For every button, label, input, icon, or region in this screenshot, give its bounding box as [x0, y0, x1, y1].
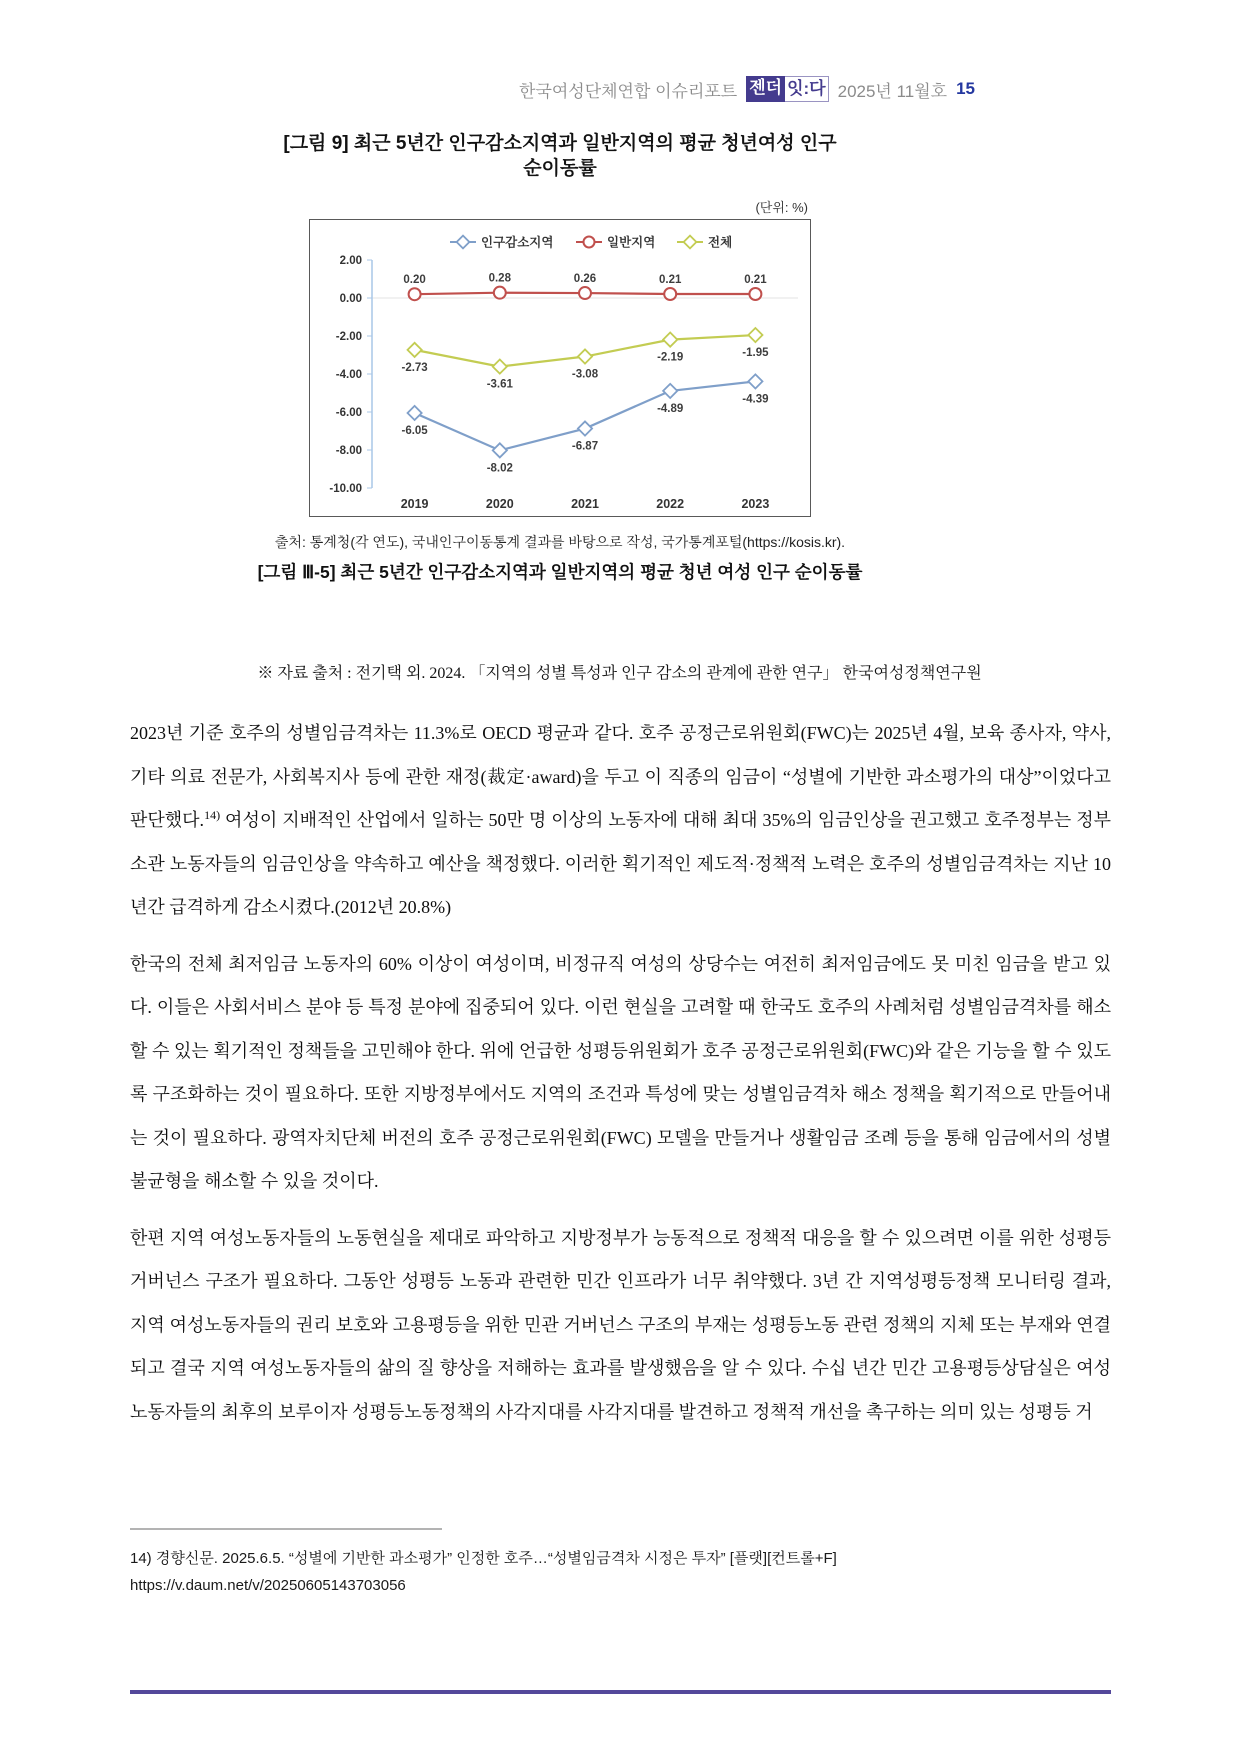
- genderitda-logo: [746, 76, 828, 102]
- paragraph-1-continued: 여성이 지배적인 산업에서 일하는 50만 명 이상의 노동자에 대해 최대 35%의 임금인상을 권고했고 호주정부는 정부 소관 노동자들의 임금인상을 약속하고 예산을 책정했다. 이러한 획기적인 제도적·정책적 노력은 호주의 성별임금격차는 지난 10년간 급격하게 감소시켰다.(2012년 20.8%): [130, 810, 1111, 917]
- svg-text:-4.00: -4.00: [335, 369, 362, 381]
- svg-text:0.20: 0.20: [403, 274, 426, 287]
- data-source-note: ※ 자료 출처 : 전기택 외. 2024. 「지역의 성별 특성과 인구 감소의 관계에 관한 연구」 한국여성정책연구원: [257, 665, 982, 682]
- svg-text:일반지역: 일반지역: [607, 235, 656, 250]
- figure-title-line1: [그림 9] 최근 5년간 인구감소지역과 일반지역의 평균 청년여성 인구: [283, 133, 837, 154]
- line-chart-svg: [310, 220, 810, 516]
- svg-text:-6.87: -6.87: [571, 440, 599, 453]
- paragraph-2: 한국의 전체 최저임금 노동자의 60% 이상이 여성이며, 비정규직 여성의 상당수는 여전히 최저임금에도 못 미친 임금을 받고 있다. 이들은 사회서비스 분야 등 특정 분야에 집중되어 있다. 이런 현실을 고려할 때 한국도 호주의 사례처럼 성별임금격차를 해소할 수 있는 획기적인 정책들을 고민해야 한다. 위에 언급한 성평등위원회가 호주 공정근로위원회(FWC)와 같은 기능을 할 수 있도록 구조화하는 것이 필요하다. 또한 지방정부에서도 지역의 조건과 특성에 맞는 성별임금격차 해소 정책을 획기적으로 만들어내는 것이 필요하다. 광역자치단체 버전의 호주 공정근로위원회(FWC) 모델을 만들거나 생활임금 조례 등을 통해 임금에서의 성별 불균형을 해소할 수 있을 것이다.: [130, 953, 1111, 1191]
- unit-label: (단위: %): [755, 200, 808, 215]
- publisher-name: 한국여성단체연합 이슈리포트: [519, 81, 738, 101]
- bottom-page-rule: [130, 1690, 1111, 1694]
- svg-text:2023: 2023: [741, 497, 770, 511]
- svg-text:-10.00: -10.00: [329, 483, 362, 495]
- svg-text:-4.89: -4.89: [657, 402, 684, 415]
- svg-text:전체: 전체: [708, 235, 733, 250]
- svg-text:-3.08: -3.08: [571, 368, 599, 381]
- svg-text:-2.00: -2.00: [335, 331, 362, 343]
- chart-source: 출처: 통계청(각 연도), 국내인구이동통계 결과를 바탕으로 작성, 국가통계포털(https://kosis.kr).: [274, 534, 846, 550]
- svg-text:2022: 2022: [656, 497, 685, 511]
- svg-text:0.26: 0.26: [573, 273, 597, 286]
- issue-label: 2025년 11월호: [837, 81, 948, 101]
- svg-text:-2.73: -2.73: [401, 361, 428, 374]
- figure-caption: [그림 Ⅲ-5] 최근 5년간 인구감소지역과 일반지역의 평균 청년 여성 인구 순이동률: [257, 562, 863, 582]
- svg-text:0.21: 0.21: [659, 274, 682, 287]
- page-header: [519, 76, 975, 102]
- footnote-block: [130, 1528, 1111, 1599]
- footnote-url: https://v.daum.net/v/20250605143703056: [130, 1577, 406, 1594]
- paragraph-1-text: 2023년 기준 호주의 성별임금격차는 11.3%로 OECD 평균과 같다. 호주 공정근로위원회(FWC)는 2025년 4월, 보육 종사자, 약사, 기타 의료 전문가, 사회복지사 등에 관한 재정(裁定·award)을 두고 이 직종의 임금이 “성별에 기반한 과소평가의 대상”이었다고 판단했다.: [130, 723, 1111, 830]
- page-number: 15: [956, 79, 975, 98]
- footnote-reference-14: 14): [204, 808, 221, 822]
- logo-left-text: 젠더: [746, 76, 785, 102]
- svg-text:-6.00: -6.00: [335, 407, 362, 419]
- footnote-citation: 14) 경향신문. 2025.6.5. “성별에 기반한 과소평가” 인정한 호주…“성별임금격차 시정은 투자” [플랫][컨트롤+F]: [130, 1550, 837, 1567]
- svg-text:-8.02: -8.02: [486, 462, 513, 475]
- svg-text:-4.39: -4.39: [742, 393, 769, 406]
- svg-text:-6.05: -6.05: [401, 424, 428, 437]
- body-text: [130, 712, 1111, 1447]
- svg-text:-3.61: -3.61: [486, 378, 513, 391]
- paragraph-3: 한편 지역 여성노동자들의 노동현실을 제대로 파악하고 지방정부가 능동적으로 정책적 대응을 할 수 있으려면 이를 위한 성평등 거버넌스 구조가 필요하다. 그동안 성평등 노동과 관련한 민간 인프라가 너무 취약했다. 3년 간 지역성평등정책 모니터링 결과, 지역 여성노동자들의 권리 보호와 고용평등을 위한 민관 거버넌스 구조의 부재는 성평등노동 관련 정책의 지체 또는 부재와 연결되고 결국 지역 여성노동자들의 삶의 질 향상을 저해하는 효과를 발생했음을 알 수 있다. 수십 년간 민간 고용평등상담실은 여성노동자들의 최후의 보루이자 성평등노동정책의 사각지대를 사각지대를 발견하고 정책적 개선을 촉구하는 의미 있는 성평등 거: [130, 1227, 1111, 1422]
- figure-block: [5, 131, 1115, 584]
- svg-text:0.21: 0.21: [744, 274, 767, 287]
- svg-text:-2.19: -2.19: [657, 351, 684, 364]
- paragraph-1: [130, 712, 1111, 930]
- footnote-divider: [130, 1528, 442, 1530]
- svg-text:-1.95: -1.95: [742, 347, 769, 360]
- svg-text:0.00: 0.00: [339, 293, 362, 305]
- svg-text:0.28: 0.28: [488, 272, 511, 285]
- svg-text:2020: 2020: [485, 497, 514, 511]
- svg-text:-8.00: -8.00: [335, 445, 362, 457]
- logo-right-text: 잇:다: [785, 76, 829, 102]
- figure-title: [5, 131, 1115, 181]
- svg-text:2.00: 2.00: [339, 255, 362, 267]
- svg-text:인구감소지역: 인구감소지역: [481, 235, 554, 250]
- net-migration-chart: [309, 219, 811, 517]
- figure-title-line2: 순이동률: [523, 158, 597, 179]
- svg-text:2021: 2021: [571, 497, 599, 511]
- svg-text:2019: 2019: [400, 497, 429, 511]
